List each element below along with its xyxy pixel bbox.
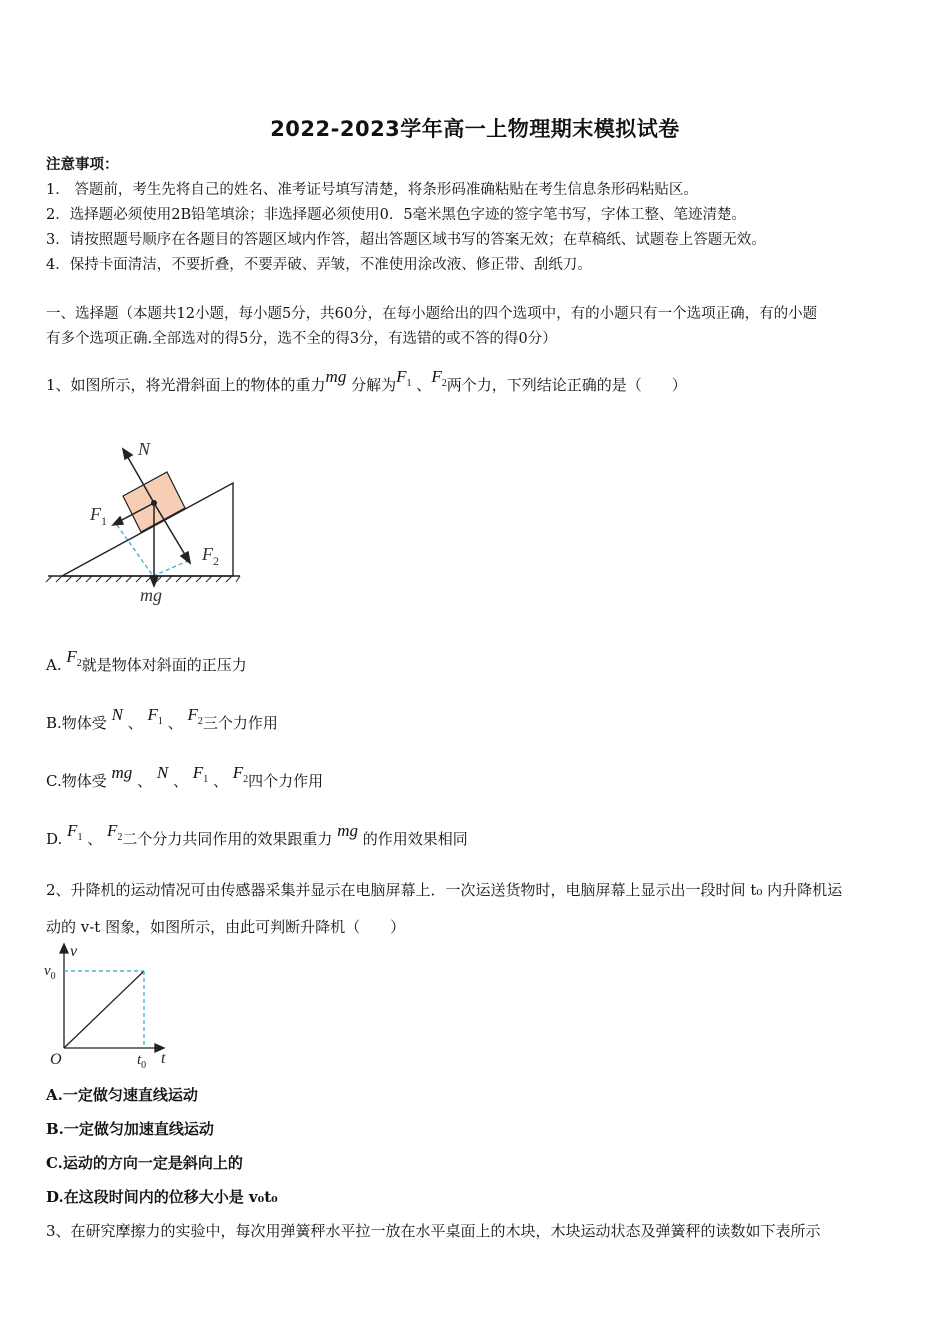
q1-option-b: B.物体受 N 、 $F_1$ 、 $F_2$三个力作用	[46, 705, 278, 732]
q1-opt-a-f2: $F_2$	[66, 647, 82, 669]
graph-label-origin: O	[50, 1051, 62, 1068]
label-f2: $F_2$	[202, 544, 219, 568]
section-instructions-line1: 一、选择题（本题共12小题，每小题5分，共60分，在每小题给出的四个选项中，有的小题只有一个选项正确，有的小题	[46, 306, 818, 322]
q1-opt-c-f2: $F_2$	[232, 763, 249, 785]
q1-f1: $F_1$	[396, 367, 412, 389]
q2-option-c: C.运动的方向一定是斜向上的	[46, 1154, 243, 1172]
q1-opt-c-f1: $F_1$	[192, 763, 209, 785]
q3-stem-line1: 3、在研究摩擦力的实验中，每次用弹簧秤水平拉一放在水平桌面上的木块，木块运动状态及弹簧秤的读数如下表所示	[46, 1222, 821, 1240]
notice-heading: 注意事项：	[46, 156, 119, 173]
q1-opt-b-n: N	[111, 705, 123, 724]
q1-mg: mg	[325, 367, 347, 386]
q1-option-a: A. $F_2$就是物体对斜面的正压力	[46, 647, 247, 674]
section-instructions-line2: 有多个选项正确.全部选对的得5分，选不全的得3分，有选错的或不答的得0分）	[46, 331, 557, 347]
incline-force-diagram	[40, 430, 260, 615]
q1-stem-part3: 、	[416, 376, 432, 394]
q1-option-d: D. $F_1$ 、 $F_2$二个分力共同作用的效果跟重力 mg 的作用效果相同	[46, 821, 468, 848]
q1-opt-d-f1: $F_1$	[67, 821, 83, 843]
q2-option-b: B.一定做匀加速直线运动	[46, 1120, 214, 1138]
label-f1: $F_1$	[90, 504, 107, 528]
notice-item-3: 3．请按照题号顺序在各题目的答题区域内作答，超出答题区域书写的答案无效；在草稿纸、试题卷上答题无效。	[46, 232, 766, 248]
q1-opt-d-f2: $F_2$	[107, 821, 123, 843]
q1-option-c: C.物体受 mg 、 N 、 $F_1$ 、 $F_2$四个力作用	[46, 763, 324, 790]
q1-opt-c-mg: mg	[111, 763, 133, 782]
vt-graph	[40, 940, 180, 1070]
q1-f2: $F_2$	[431, 367, 447, 389]
graph-label-v: v	[70, 943, 78, 960]
vt-line	[64, 971, 144, 1048]
q1-stem-part4: 两个力，下列结论正确的是（ ）	[446, 376, 687, 394]
q1-opt-c-n: N	[156, 763, 169, 782]
label-n: N	[138, 439, 151, 459]
q2-option-a: A.一定做匀速直线运动	[46, 1086, 198, 1104]
q1-stem-part2: 分解为	[351, 376, 397, 394]
q2-option-d: D.在这段时间内的位移大小是 v₀t₀	[46, 1188, 278, 1206]
page-title: 2022-2023学年高一上物理期末模拟试卷	[270, 117, 680, 141]
q1-opt-b-f2: $F_2$	[187, 705, 203, 727]
q1-opt-b-f1: $F_1$	[147, 705, 163, 727]
graph-label-t0: $t_0$	[137, 1052, 147, 1070]
label-mg: mg	[140, 585, 162, 605]
notice-item-4: 4．保持卡面清洁，不要折叠，不要弄破、弄皱，不准使用涂改液、修正带、刮纸刀。	[46, 257, 592, 273]
q2-stem-line2: 动的 v-t 图象，如图所示，由此可判断升降机（ ）	[46, 918, 406, 936]
graph-label-v0: $v_0$	[44, 963, 56, 982]
q2-stem-line1: 2、升降机的运动情况可由传感器采集并显示在电脑屏幕上．一次运送货物时，电脑屏幕上显示出一段时间 t₀ 内升降机运	[46, 881, 843, 899]
notice-item-1: 1． 答题前，考生先将自己的姓名、准考证号填写清楚，将条形码准确粘贴在考生信息条形码粘贴区。	[46, 182, 698, 198]
q1-stem-part1: 1、如图所示，将光滑斜面上的物体的重力	[46, 376, 326, 394]
q1-opt-d-mg: mg	[337, 821, 358, 840]
notice-item-2: 2．选择题必须使用2B铅笔填涂；非选择题必须使用0．5毫米黑色字迹的签字笔书写，字体工整、笔迹清楚。	[46, 207, 747, 223]
q1-stem	[46, 367, 687, 395]
graph-label-t: t	[161, 1050, 166, 1067]
